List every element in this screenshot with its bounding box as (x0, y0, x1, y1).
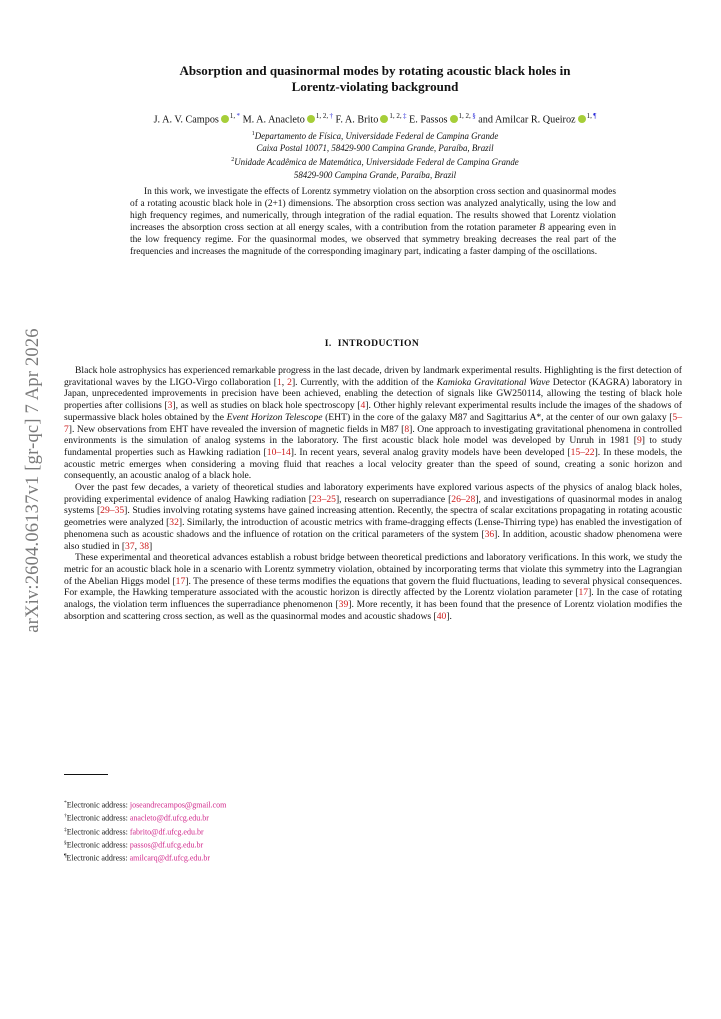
paper-title (80, 63, 670, 95)
footnote: †Electronic address: anacleto@df.ufcg.edu.br (64, 813, 209, 823)
orcid-icon[interactable] (578, 115, 586, 123)
footnote: ¶Electronic address: amilcarq@df.ufcg.edu.br (64, 853, 211, 863)
author-name: M. A. Anacleto (242, 114, 305, 126)
footnote-mark-link[interactable]: † (329, 112, 333, 120)
footnote-mark-link[interactable]: * (236, 112, 241, 120)
citation-link[interactable]: 29–35 (100, 505, 125, 517)
paragraph: Over the past few decades, a variety of theoretical studies and laboratory experiments have explored various aspects of the physics of analog black holes, providing experimental evidence of analog Hawking radiation [23–25], research on superradiance [26–28], and investigations of quasinormal modes in analog systems [29–35]. Studies involving rotating systems have gained increasing attention. Recently, the spectra of scalar excitations propagating in rotating acoustic geometries were analyzed [32]. Similarly, the introduction of acoustic metrics with frame-dragging effects (Lense-Thirring type) has enabled the investigation of phenomena such as acoustic shadows and the influence of rotation on the critical parameters of the system [36]. In addition, acoustic shadow phenomena were also studied in [37, 38] (64, 482, 683, 552)
paragraph: These experimental and theoretical advances establish a robust bridge between theoretical predictions and laboratory verifications. In this work, we study the metric for an acoustic black hole in a scenario with Lorentz symmetry violation, obtained by incorporating terms that violate this symmetry into the Lagrangian of the Abelian Higgs model [17]. The presence of these terms modifies the equations that govern the fluid fluctuations, leading to several physical consequences. For example, the Hawking temperature associated with the acoustic horizon is directly affected by the Lorentz violation parameter [17]. In the case of rotating analogs, the violation term influences the superradiance phenomenon [39]. More recently, it has been found that the presence of Lorentz violation modifies the absorption and scattering cross section, as well as the quasinormal modes and acoustic shadows [40]. (64, 552, 683, 622)
citation-link[interactable]: 23–25 (311, 493, 336, 505)
author-name: E. Passos (409, 114, 448, 126)
citation-link[interactable]: 36 (484, 528, 495, 540)
section-number: I. (324, 338, 332, 349)
footnotes (64, 798, 464, 864)
author-conjunction: and (478, 114, 493, 126)
title-line-1: Absorption and quasinormal modes by rotating acoustic black holes in (179, 63, 571, 78)
arxiv-sidebar (22, 305, 44, 655)
citation-link[interactable]: 26–28 (451, 493, 476, 505)
citation-link[interactable]: 3 (167, 400, 173, 412)
author-affil-sup: 1, 2, ‡ (389, 112, 407, 120)
email-link[interactable]: anacleto@df.ufcg.edu.br (129, 813, 209, 823)
author-name: F. A. Brito (335, 114, 379, 126)
title-line-2: Lorentz-violating background (291, 79, 459, 94)
citation-link[interactable]: 40 (436, 610, 447, 622)
orcid-icon[interactable] (307, 115, 315, 123)
affiliation-1: $^1$Departamento de Física, Universidade Federal de Campina Grande (251, 130, 499, 141)
author-affil-sup: 1, 2, † (315, 112, 333, 120)
citation-link[interactable]: 9 (636, 435, 642, 447)
email-link[interactable]: fabrito@df.ufcg.edu.br (129, 827, 204, 837)
affiliation-2-address: 58429-900 Campina Grande, Paraíba, Brazil (293, 169, 457, 180)
citation-link[interactable]: 4 (360, 400, 366, 412)
citation-link[interactable]: 15–22 (570, 446, 595, 458)
author-affil-sup: 1, ¶ (586, 112, 597, 120)
footnote-mark-link[interactable]: ¶ (593, 112, 597, 120)
citation-link[interactable]: 37 (125, 540, 135, 552)
footnote: §Electronic address: passos@df.ufcg.edu.br (64, 839, 204, 850)
parameter-symbol: B (539, 223, 545, 234)
citation-link[interactable]: 38 (139, 540, 150, 552)
author-name: Amilcar R. Queiroz (494, 114, 576, 126)
footnote-divider (64, 774, 108, 775)
orcid-icon[interactable] (450, 115, 458, 123)
author-list (60, 110, 690, 126)
author-affil-sup: 1, * (229, 112, 241, 120)
email-link[interactable]: amilcarq@df.ufcg.edu.br (129, 853, 211, 863)
section-title: INTRODUCTION (337, 338, 420, 349)
citation-link[interactable]: 8 (404, 423, 410, 435)
paragraph: Black hole astrophysics has experienced remarkable progress in the last decade, driven by landmark experimental results. Highlighting is the first detection of gravitational waves by the LIGO-Virgo collaboration [1, 2]. Currently, with the addition of the Kamioka Gravitational Wave Detector (KAGRA) laboratory in Japan, unprecedented improvements in precision have been achieved, enabling the detection of signals like GW250114, allowing the testing of black hole properties after collisions [3], as well as studies on black hole spectroscopy [4]. Other highly relevant experimental results include the images of the shadows of supermassive black holes obtained by the Event Horizon Telescope (EHT) in the core of the galaxy M87 and Sagittarius A*, at the center of our own galaxy [5–7]. New observations from EHT have revealed the inversion of magnetic fields in M87 [8]. One approach to investigating gravitational phenomena in controlled environments is the simulation of analog systems in the laboratory. The first acoustic black hole model was developed by Unruh in 1981 [9] to study fundamental properties such as Hawking radiation [10–14]. In recent years, several analog gravity models have been developed [15–22]. In these models, the acoustic metric emerges when considering a moving fluid that reaches a local velocity greater than the speed of sound, creating a sonic horizon and consequently, an acoustic analog of a black hole. (64, 365, 683, 482)
email-link[interactable]: passos@df.ufcg.edu.br (129, 840, 204, 850)
citation-link[interactable]: 1 (277, 376, 282, 388)
affiliation-1-address: Caixa Postal 10071, 58429-900 Campina Grande, Paraíba, Brazil (256, 143, 494, 154)
arxiv-identifier: arXiv:2604.06137v1 [gr-qc] 7 Apr 2026 (22, 327, 43, 633)
author-name: J. A. V. Campos (153, 114, 219, 126)
footnote-mark-link[interactable]: ‡ (402, 112, 407, 120)
affiliations (80, 128, 670, 181)
author-affil-sup: 1, 2, § (458, 112, 476, 120)
orcid-icon[interactable] (221, 115, 229, 123)
introduction-text (64, 365, 682, 622)
abstract: In this work, we investigate the effects of Lorentz symmetry violation on the absorption cross section and quasinormal modes of a rotating acoustic black hole in (2+1) dimensions. The absorption cross section was analyzed analytically, using the low and high frequency regimes, and numerically, through integration of the radial equation. The results showed that Lorentz violation increases the absorption cross section at all energy scales, with a contribution from the rotation parameter B appearing even in the low frequency regime. For the quasinormal modes, we observed that symmetry breaking decreases the real part of the frequencies and increases the magnitude of the corresponding imaginary part, indicating a faster damping of the oscillations. (130, 187, 617, 258)
orcid-icon[interactable] (380, 115, 388, 123)
footnote: *Electronic address: joseandrecampos@gmail.com (64, 800, 227, 810)
citation-link[interactable]: 39 (338, 599, 349, 611)
citation-link[interactable]: 5–7 (64, 411, 682, 435)
citation-link[interactable]: 17 (578, 587, 589, 599)
citation-link[interactable]: 17 (175, 575, 186, 587)
citation-link[interactable]: 2 (287, 376, 292, 388)
section-heading (80, 338, 670, 349)
citation-link[interactable]: 32 (169, 517, 179, 529)
footnote: ‡Electronic address: fabrito@df.ufcg.edu.br (64, 826, 204, 837)
footnote-mark-link[interactable]: § (472, 112, 476, 120)
email-link[interactable]: joseandrecampos@gmail.com (129, 800, 227, 810)
affiliation-2: $^2$Unidade Acadêmica de Matemática, Universidade Federal de Campina Grande (231, 157, 519, 168)
citation-link[interactable]: 10–14 (266, 446, 291, 458)
